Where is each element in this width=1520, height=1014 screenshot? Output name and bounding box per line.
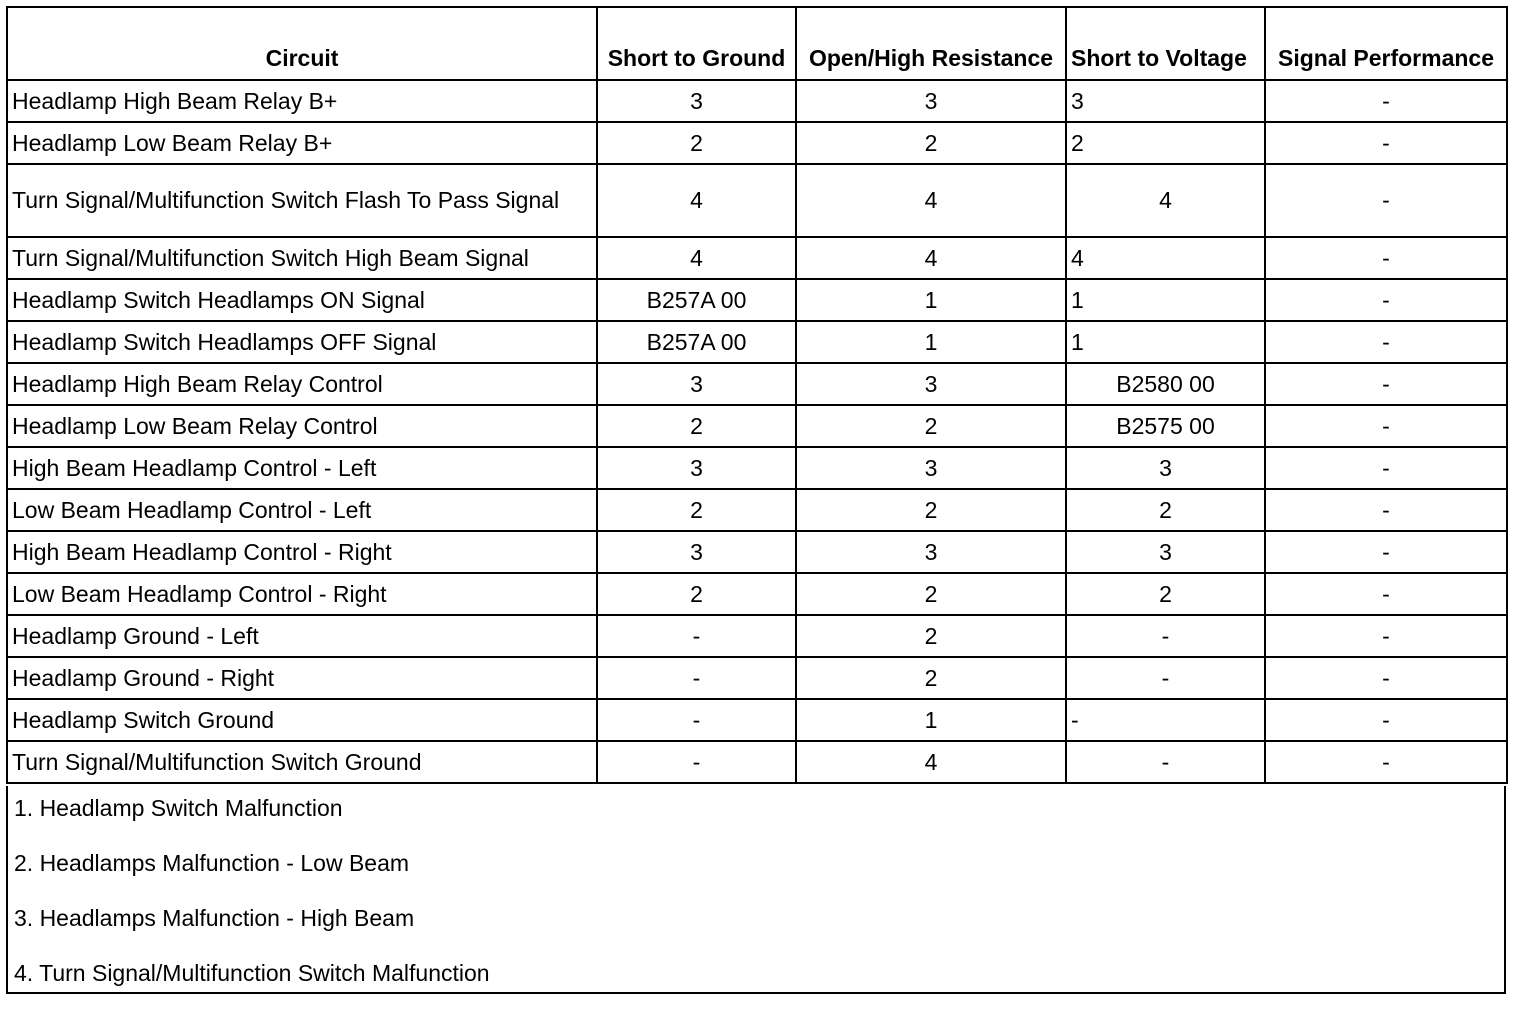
- table-row: [7, 279, 1507, 321]
- open-high-resistance-cell: 2: [796, 489, 1066, 531]
- circuit-cell: Turn Signal/Multifunction Switch Flash To Pass Signal: [7, 164, 597, 237]
- short-to-voltage-cell: 4: [1066, 164, 1265, 237]
- open-high-resistance-cell: 4: [796, 741, 1066, 783]
- open-high-resistance-cell: 2: [796, 122, 1066, 164]
- open-high-resistance-cell: 4: [796, 164, 1066, 237]
- short-to-voltage-cell: -: [1066, 657, 1265, 699]
- short-to-ground-cell: 4: [597, 164, 796, 237]
- circuit-cell: Headlamp Low Beam Relay B+: [7, 122, 597, 164]
- table-row: [7, 573, 1507, 615]
- footnotes: [6, 786, 1506, 994]
- short-to-ground-cell: 4: [597, 237, 796, 279]
- footnote-3: 3. Headlamps Malfunction - High Beam: [14, 905, 415, 931]
- short-to-ground-cell: 3: [597, 80, 796, 122]
- signal-performance-cell: -: [1265, 363, 1507, 405]
- header-circuit: Circuit: [7, 7, 597, 80]
- circuit-cell: Headlamp Ground - Right: [7, 657, 597, 699]
- table-row: [7, 615, 1507, 657]
- circuit-cell: Low Beam Headlamp Control - Left: [7, 489, 597, 531]
- header-short-to-ground: Short to Ground: [597, 7, 796, 80]
- signal-performance-cell: -: [1265, 699, 1507, 741]
- short-to-ground-cell: 2: [597, 489, 796, 531]
- table-row: [7, 489, 1507, 531]
- short-to-voltage-cell: 2: [1066, 489, 1265, 531]
- table-row: [7, 447, 1507, 489]
- header-open-high-resistance: Open/High Resistance: [796, 7, 1066, 80]
- open-high-resistance-cell: 3: [796, 531, 1066, 573]
- short-to-ground-cell: 3: [597, 447, 796, 489]
- circuit-cell: Turn Signal/Multifunction Switch High Beam Signal: [7, 237, 597, 279]
- signal-performance-cell: -: [1265, 80, 1507, 122]
- signal-performance-cell: -: [1265, 489, 1507, 531]
- signal-performance-cell: -: [1265, 405, 1507, 447]
- short-to-ground-cell: 2: [597, 573, 796, 615]
- open-high-resistance-cell: 3: [796, 80, 1066, 122]
- header-row: [7, 7, 1507, 80]
- signal-performance-cell: -: [1265, 279, 1507, 321]
- short-to-voltage-cell: 1: [1066, 321, 1265, 363]
- circuit-cell: High Beam Headlamp Control - Right: [7, 531, 597, 573]
- header-short-to-voltage: Short to Voltage: [1066, 7, 1265, 80]
- table-row: [7, 657, 1507, 699]
- table-row: [7, 531, 1507, 573]
- circuit-cell: Headlamp High Beam Relay Control: [7, 363, 597, 405]
- table-row: [7, 363, 1507, 405]
- short-to-ground-cell: -: [597, 741, 796, 783]
- short-to-ground-cell: -: [597, 615, 796, 657]
- signal-performance-cell: -: [1265, 531, 1507, 573]
- short-to-ground-cell: -: [597, 699, 796, 741]
- short-to-ground-cell: -: [597, 657, 796, 699]
- open-high-resistance-cell: 4: [796, 237, 1066, 279]
- circuit-cell: Low Beam Headlamp Control - Right: [7, 573, 597, 615]
- open-high-resistance-cell: 3: [796, 447, 1066, 489]
- short-to-voltage-cell: 3: [1066, 531, 1265, 573]
- short-to-ground-cell: 3: [597, 531, 796, 573]
- short-to-voltage-cell: B2580 00: [1066, 363, 1265, 405]
- open-high-resistance-cell: 2: [796, 615, 1066, 657]
- short-to-voltage-cell: -: [1066, 615, 1265, 657]
- open-high-resistance-cell: 2: [796, 405, 1066, 447]
- short-to-ground-cell: B257A 00: [597, 321, 796, 363]
- table-row: [7, 321, 1507, 363]
- signal-performance-cell: -: [1265, 447, 1507, 489]
- short-to-ground-cell: B257A 00: [597, 279, 796, 321]
- short-to-voltage-cell: -: [1066, 699, 1265, 741]
- signal-performance-cell: -: [1265, 741, 1507, 783]
- short-to-voltage-cell: 1: [1066, 279, 1265, 321]
- signal-performance-cell: -: [1265, 164, 1507, 237]
- short-to-voltage-cell: 2: [1066, 573, 1265, 615]
- short-to-ground-cell: 3: [597, 363, 796, 405]
- circuit-cell: Headlamp Switch Ground: [7, 699, 597, 741]
- footnote-4: 4. Turn Signal/Multifunction Switch Malfunction: [14, 960, 490, 986]
- open-high-resistance-cell: 3: [796, 363, 1066, 405]
- circuit-cell: Turn Signal/Multifunction Switch Ground: [7, 741, 597, 783]
- footnote-2: 2. Headlamps Malfunction - Low Beam: [14, 850, 410, 876]
- signal-performance-cell: -: [1265, 122, 1507, 164]
- circuit-cell: Headlamp Low Beam Relay Control: [7, 405, 597, 447]
- circuit-cell: Headlamp High Beam Relay B+: [7, 80, 597, 122]
- table-row: [7, 80, 1507, 122]
- short-to-voltage-cell: 2: [1066, 122, 1265, 164]
- short-to-ground-cell: 2: [597, 405, 796, 447]
- signal-performance-cell: -: [1265, 237, 1507, 279]
- signal-performance-cell: -: [1265, 615, 1507, 657]
- short-to-ground-cell: 2: [597, 122, 796, 164]
- table-row: [7, 237, 1507, 279]
- short-to-voltage-cell: 4: [1066, 237, 1265, 279]
- circuit-cell: Headlamp Switch Headlamps ON Signal: [7, 279, 597, 321]
- open-high-resistance-cell: 1: [796, 279, 1066, 321]
- circuit-cell: Headlamp Switch Headlamps OFF Signal: [7, 321, 597, 363]
- open-high-resistance-cell: 1: [796, 699, 1066, 741]
- short-to-voltage-cell: -: [1066, 741, 1265, 783]
- short-to-voltage-cell: B2575 00: [1066, 405, 1265, 447]
- short-to-voltage-cell: 3: [1066, 80, 1265, 122]
- open-high-resistance-cell: 2: [796, 573, 1066, 615]
- circuit-diagnosis-table: [6, 6, 1508, 784]
- table-row: [7, 122, 1507, 164]
- table-row: [7, 405, 1507, 447]
- open-high-resistance-cell: 2: [796, 657, 1066, 699]
- header-signal-performance: Signal Performance: [1265, 7, 1507, 80]
- table-row: [7, 699, 1507, 741]
- signal-performance-cell: -: [1265, 657, 1507, 699]
- signal-performance-cell: -: [1265, 573, 1507, 615]
- short-to-voltage-cell: 3: [1066, 447, 1265, 489]
- open-high-resistance-cell: 1: [796, 321, 1066, 363]
- signal-performance-cell: -: [1265, 321, 1507, 363]
- circuit-cell: Headlamp Ground - Left: [7, 615, 597, 657]
- circuit-cell: High Beam Headlamp Control - Left: [7, 447, 597, 489]
- footnote-1: 1. Headlamp Switch Malfunction: [14, 795, 343, 821]
- table-row: [7, 741, 1507, 783]
- table-row: [7, 164, 1507, 237]
